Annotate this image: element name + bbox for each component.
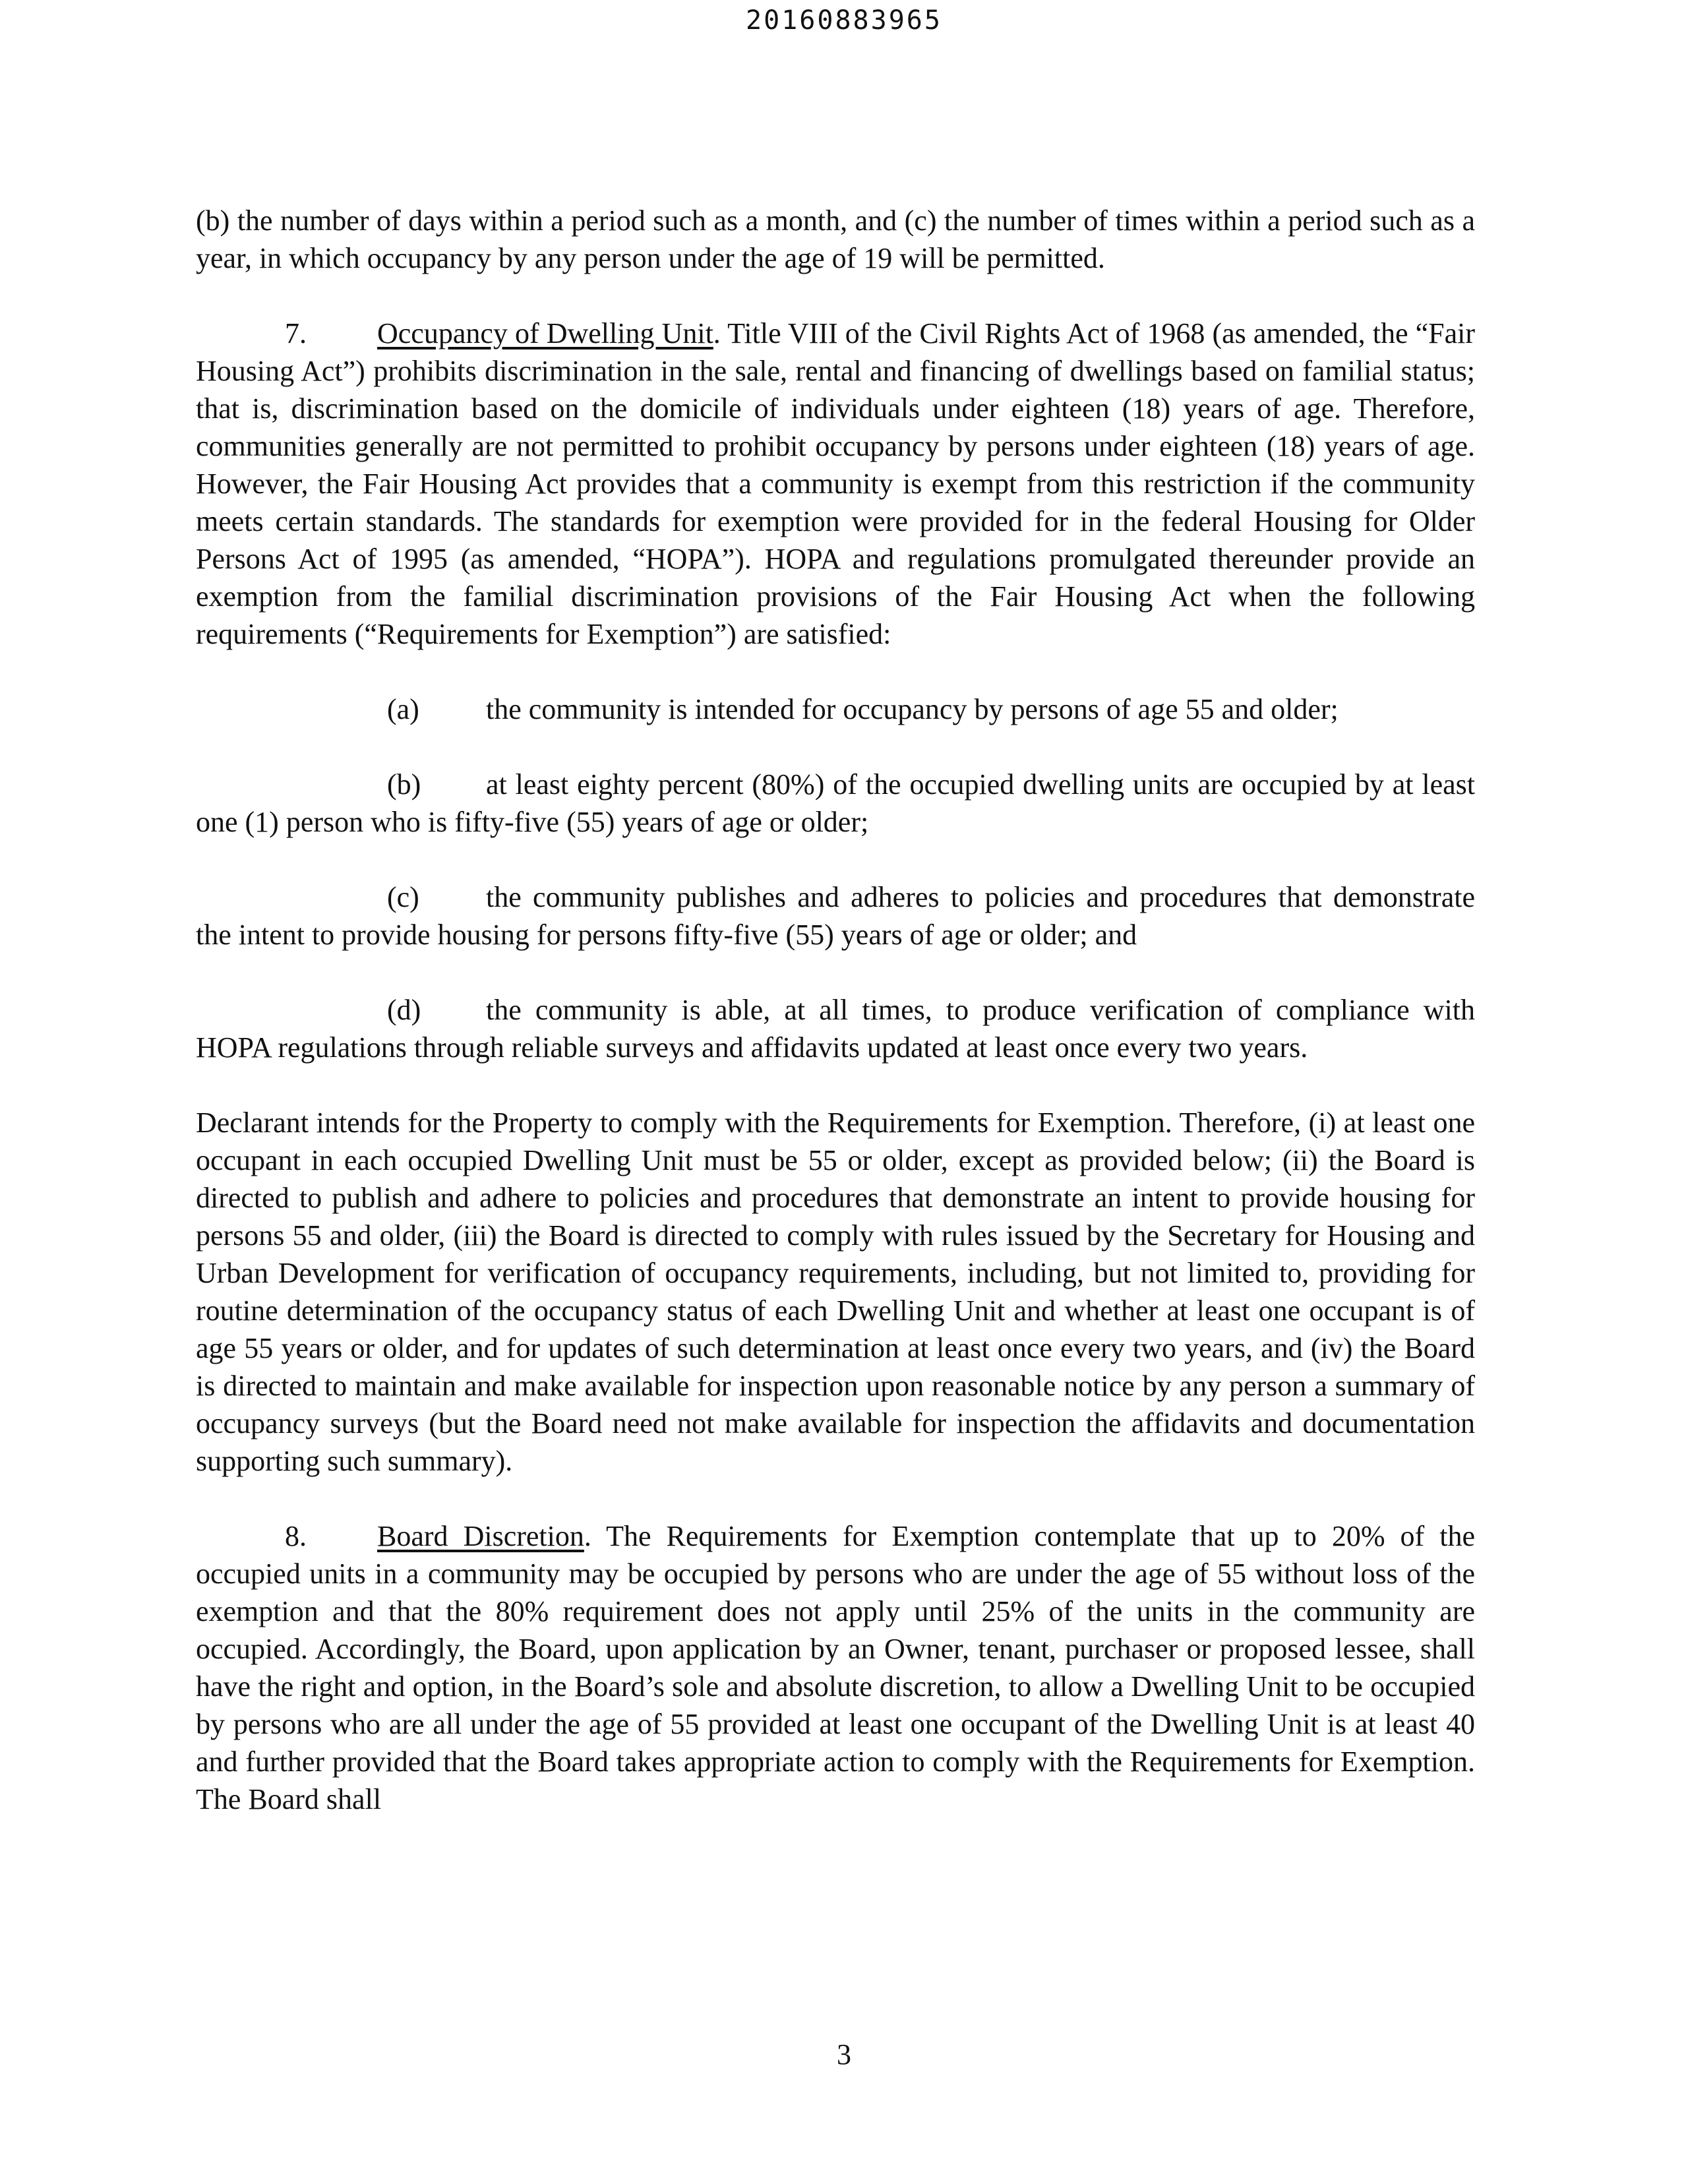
requirement-item-a (196, 690, 1475, 728)
requirement-item-d (196, 991, 1475, 1066)
section-8-number: 8. (285, 1520, 307, 1552)
requirement-item-c (196, 878, 1475, 954)
section-8-paragraph (196, 1517, 1475, 1818)
section-7-heading: Occupancy of Dwelling Unit (377, 317, 713, 349)
continuation-paragraph: (b) the number of days within a period such as a month, and (c) the number of times within a period such as a year, in which occupancy by any person under the age of 19 will be permitted. (196, 204, 1475, 274)
requirement-text: the community is intended for occupancy by persons of age 55 and older; (486, 693, 1339, 725)
page-number: 3 (837, 2038, 851, 2071)
requirement-text: the community is able, at all times, to produce verification of compliance with HOPA regulations through reliable surveys and affidavits updated at least once every two years. (196, 994, 1475, 1064)
section-7-paragraph (196, 315, 1475, 653)
requirement-label: (a) (387, 693, 419, 725)
section-7-body: . Title VIII of the Civil Rights Act of 1968 (as amended, the “Fair Housing Act”) prohibits discrimination in the sale, rental and financing of dwellings based on familial status; that is, discrimination based on the domicile of individuals under eighteen (18) years of age. Therefore, communities generally are not permitted to prohibit occupancy by persons under eighteen (18) years of age. However, the Fair Housing Act provides that a community is exempt from this restriction if the community meets certain standards. The standards for exemption were provided for in the federal Housing for Older Persons Act of 1995 (as amended, “HOPA”). HOPA and regulations promulgated thereunder provide an exemption from the familial discrimination provisions of the Fair Housing Act when the following requirements (“Requirements for Exemption”) are satisfied: (196, 317, 1475, 650)
requirement-text: at least eighty percent (80%) of the occupied dwelling units are occupied by at least one (1) person who is fifty-five (55) years of age or older; (196, 768, 1475, 838)
section-7-number: 7. (285, 317, 307, 349)
requirement-label: (b) (387, 768, 421, 801)
declarant-paragraph: Declarant intends for the Property to comply with the Requirements for Exemption. Therefore, (i) at least one occupant in each occupied Dwelling Unit must be 55 or older, except as provided below; (ii) the Board is directed to publish and adhere to policies and procedures that demonstrate an intent to provide housing for persons 55 and older, (iii) the Board is directed to comply with rules issued by the Secretary for Housing and Urban Development for verification of occupancy requirements, including, but not limited to, providing for routine determination of the occupancy status of each Dwelling Unit and whether at least one occupant is of age 55 years or older, and for updates of such determination at least once every two years, and (iv) the Board is directed to maintain and make available for inspection upon reasonable notice by any person a summary of occupancy surveys (but the Board need not make available for inspection the affidavits and documentation supporting such summary). (196, 1107, 1475, 1477)
requirement-item-b (196, 766, 1475, 841)
document-body (196, 202, 1475, 1818)
requirement-label: (c) (387, 881, 419, 913)
requirement-label: (d) (387, 994, 421, 1026)
requirement-text: the community publishes and adheres to policies and procedures that demonstrate the intent to provide housing for persons fifty-five (55) years of age or older; and (196, 881, 1475, 951)
section-8-body: . The Requirements for Exemption contemplate that up to 20% of the occupied units in a community may be occupied by persons who are under the age of 55 without loss of the exemption and that the 80% requirement does not apply until 25% of the units in the community are occupied. Accordingly, the Board, upon application by an Owner, tenant, purchaser or proposed lessee, shall have the right and option, in the Board’s sole and absolute discretion, to allow a Dwelling Unit to be occupied by persons who are all under the age of 55 provided at least one occupant of the Dwelling Unit is at least 40 and further provided that the Board takes appropriate action to comply with the Requirements for Exemption. The Board shall (196, 1520, 1475, 1815)
section-8-heading: Board Discretion (377, 1520, 584, 1552)
document-number: 20160883965 (746, 5, 942, 36)
